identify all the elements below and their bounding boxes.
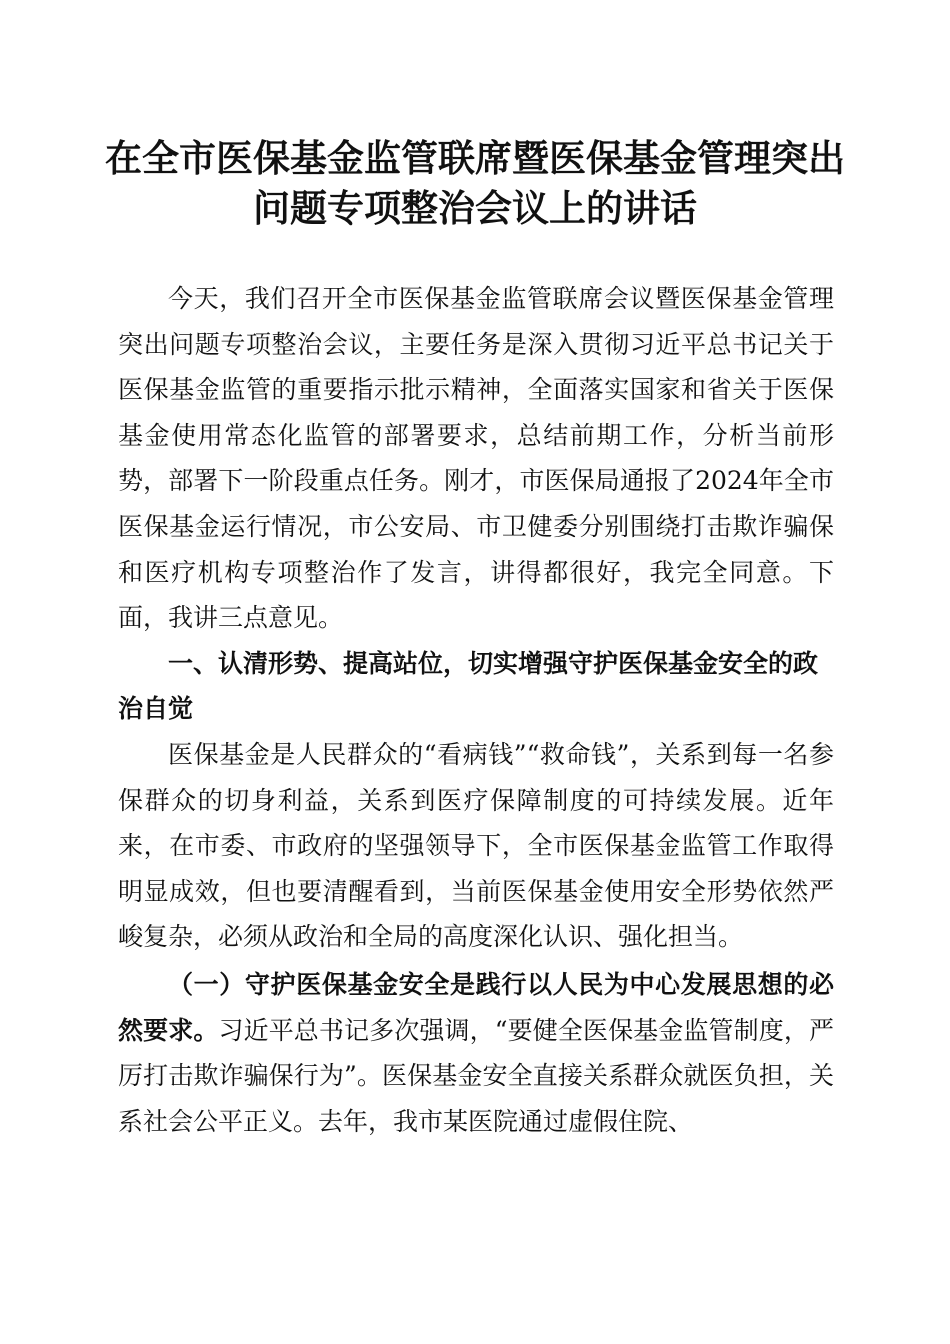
paragraph-opening: 今天，我们召开全市医保基金监管联席会议暨医保基金管理突出问题专项整治会议，主要任务是深入贯彻习近平总书记关于医保基金监管的重要指示批示精神，全面落实国家和省关于医保基金使用常态化监管的部署要求，总结前期工作，分析当前形势，部署下一阶段重点任务。刚才，市医保局通报了2024年全市医保基金运行情况，市公安局、市卫健委分别围绕打击欺诈骗保和医疗机构专项整治作了发言，讲得都很好，我完全同意。下面，我讲三点意见。 [118, 284, 834, 633]
document-title [95, 133, 855, 233]
section-heading-1: 一、认清形势、提高站位，切实增强守护医保基金安全的政治自觉 [118, 648, 819, 724]
subsection-1-lead: （一）守护医保基金安全是践行以人民为中心发展思想的必然要求。 [118, 969, 834, 1045]
paragraph-subsection-1 [118, 962, 834, 1144]
paragraph-section-1: 医保基金是人民群众的“看病钱”“救命钱”，关系到每一名参保群众的切身利益，关系到医疗保障制度的可持续发展。近年来，在市委、市政府的坚强领导下，全市医保基金监管工作取得明显成效，但也要清醒看到，当前医保基金使用安全形势依然严峻复杂，必须从政治和全局的高度深化认识、强化担当。 [118, 739, 834, 952]
document-body [118, 276, 834, 1144]
title-line-2: 问题专项整治会议上的讲话 [253, 186, 697, 230]
subsection-1-text: 习近平总书记多次强调，“要健全医保基金监管制度，严厉打击欺诈骗保行为”。医保基金安全直接关系群众就医负担，关系社会公平正义。去年，我市某医院通过虚假住院、 [118, 1015, 834, 1136]
title-line-1: 在全市医保基金监管联席暨医保基金管理突出 [105, 136, 845, 180]
